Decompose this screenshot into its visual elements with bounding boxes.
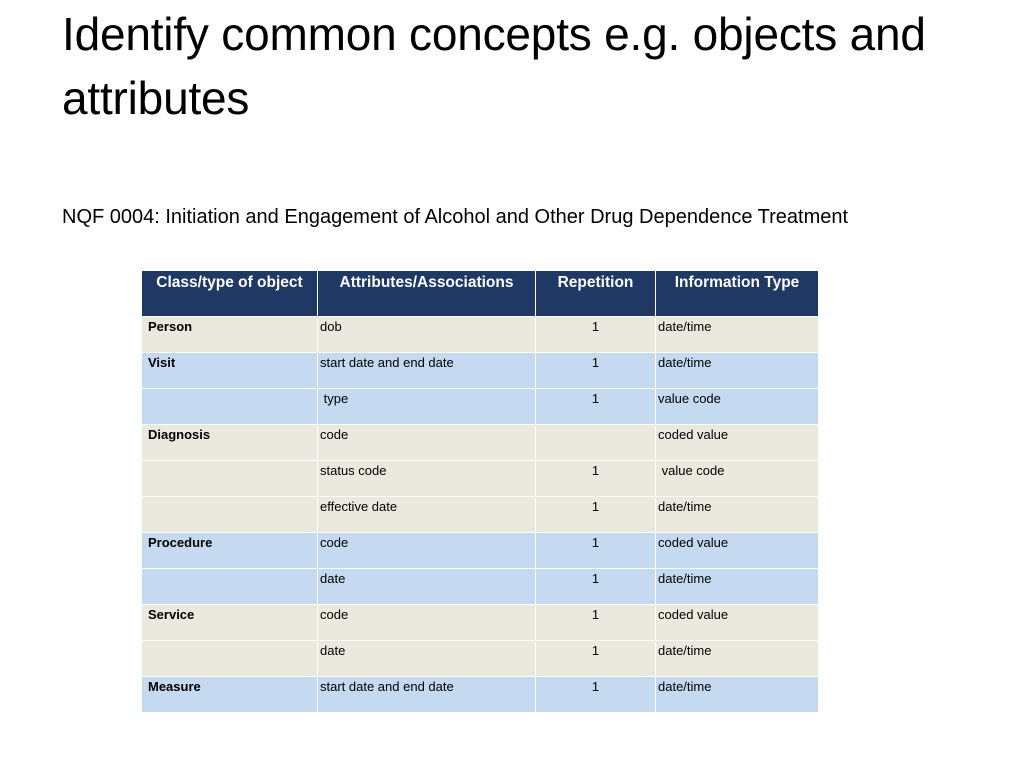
cell-attribute: effective date [318, 497, 536, 533]
cell-repetition: 1 [536, 389, 656, 425]
cell-class-type: Measure [142, 677, 318, 713]
cell-information-type: coded value [656, 605, 819, 641]
cell-repetition: 1 [536, 569, 656, 605]
cell-repetition: 1 [536, 605, 656, 641]
cell-attribute: code [318, 425, 536, 461]
cell-attribute: date [318, 641, 536, 677]
header-class-type: Class/type of object [142, 271, 318, 317]
cell-class-type [142, 569, 318, 605]
table-row [142, 317, 819, 353]
cell-information-type: date/time [656, 497, 819, 533]
table-row [142, 353, 819, 389]
cell-information-type: date/time [656, 317, 819, 353]
table-row [142, 641, 819, 677]
table-row [142, 569, 819, 605]
cell-repetition: 1 [536, 353, 656, 389]
cell-attribute: code [318, 605, 536, 641]
concepts-table [141, 270, 819, 713]
cell-class-type [142, 497, 318, 533]
cell-repetition: 1 [536, 497, 656, 533]
header-information-type: Information Type [656, 271, 819, 317]
cell-information-type: coded value [656, 425, 819, 461]
cell-information-type: date/time [656, 353, 819, 389]
cell-repetition: 1 [536, 317, 656, 353]
cell-attribute: code [318, 533, 536, 569]
table-row [142, 533, 819, 569]
cell-class-type [142, 389, 318, 425]
cell-repetition [536, 425, 656, 461]
cell-class-type: Procedure [142, 533, 318, 569]
cell-information-type: date/time [656, 677, 819, 713]
cell-repetition: 1 [536, 461, 656, 497]
table-row [142, 497, 819, 533]
table-row [142, 677, 819, 713]
header-attributes: Attributes/Associations [318, 271, 536, 317]
table-body [142, 317, 819, 713]
slide-subtitle: NQF 0004: Initiation and Engagement of Alcohol and Other Drug Dependence Treatment [62, 206, 849, 228]
cell-attribute: date [318, 569, 536, 605]
cell-attribute: start date and end date [318, 677, 536, 713]
cell-repetition: 1 [536, 641, 656, 677]
cell-attribute: status code [318, 461, 536, 497]
table-row [142, 461, 819, 497]
slide-title: Identify common concepts e.g. objects and attributes [62, 8, 926, 124]
cell-information-type: date/time [656, 569, 819, 605]
cell-class-type: Visit [142, 353, 318, 389]
cell-information-type: value code [656, 461, 819, 497]
cell-information-type: date/time [656, 641, 819, 677]
cell-class-type: Person [142, 317, 318, 353]
cell-repetition: 1 [536, 677, 656, 713]
cell-attribute: dob [318, 317, 536, 353]
cell-repetition: 1 [536, 533, 656, 569]
cell-class-type: Service [142, 605, 318, 641]
cell-information-type: coded value [656, 533, 819, 569]
table-row [142, 605, 819, 641]
cell-class-type [142, 461, 318, 497]
cell-attribute: type [318, 389, 536, 425]
cell-attribute: start date and end date [318, 353, 536, 389]
table-row [142, 389, 819, 425]
cell-information-type: value code [656, 389, 819, 425]
table-row [142, 425, 819, 461]
table-header-row [142, 271, 819, 317]
header-repetition: Repetition [536, 271, 656, 317]
cell-class-type [142, 641, 318, 677]
cell-class-type: Diagnosis [142, 425, 318, 461]
